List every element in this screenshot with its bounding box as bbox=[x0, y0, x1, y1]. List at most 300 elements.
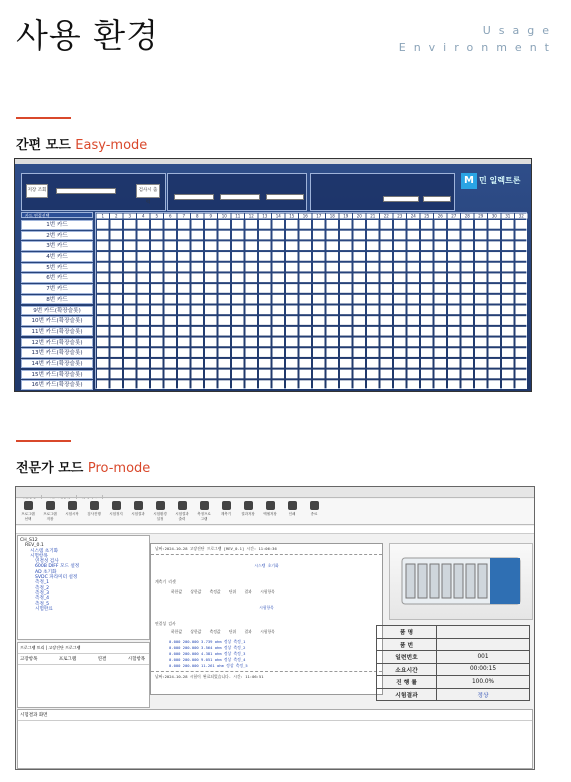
channel-cell[interactable] bbox=[421, 348, 433, 357]
channel-cell[interactable] bbox=[300, 338, 312, 347]
channel-cell[interactable] bbox=[367, 252, 379, 261]
channel-cell[interactable] bbox=[381, 263, 393, 272]
channel-cell[interactable] bbox=[300, 241, 312, 250]
channel-cell[interactable] bbox=[97, 220, 109, 229]
channel-cell[interactable] bbox=[219, 348, 231, 357]
channel-cell[interactable] bbox=[502, 284, 514, 293]
channel-cell[interactable] bbox=[124, 263, 136, 272]
channel-cell[interactable] bbox=[246, 273, 258, 282]
channel-cell[interactable] bbox=[448, 295, 460, 304]
channel-cell[interactable] bbox=[340, 370, 352, 379]
channel-cell[interactable] bbox=[502, 263, 514, 272]
channel-cell[interactable] bbox=[232, 359, 244, 368]
channel-cell[interactable] bbox=[246, 231, 258, 240]
channel-cell[interactable] bbox=[340, 220, 352, 229]
channel-cell[interactable] bbox=[448, 359, 460, 368]
channel-cell[interactable] bbox=[192, 252, 204, 261]
channel-cell[interactable] bbox=[394, 348, 406, 357]
channel-cell[interactable] bbox=[381, 380, 393, 389]
test-print-button[interactable]: 검사시 출력 bbox=[136, 184, 160, 198]
channel-cell[interactable] bbox=[421, 220, 433, 229]
channel-cell[interactable] bbox=[232, 348, 244, 357]
channel-cell[interactable] bbox=[151, 284, 163, 293]
channel-cell[interactable] bbox=[340, 359, 352, 368]
channel-cell[interactable] bbox=[448, 306, 460, 315]
channel-cell[interactable] bbox=[124, 284, 136, 293]
channel-cell[interactable] bbox=[259, 359, 271, 368]
channel-cell[interactable] bbox=[124, 316, 136, 325]
channel-cell[interactable] bbox=[286, 348, 298, 357]
channel-cell[interactable] bbox=[124, 359, 136, 368]
channel-cell[interactable] bbox=[219, 284, 231, 293]
channel-cell[interactable] bbox=[408, 359, 420, 368]
channel-cell[interactable] bbox=[246, 263, 258, 272]
channel-cell[interactable] bbox=[286, 231, 298, 240]
channel-cell[interactable] bbox=[232, 263, 244, 272]
channel-cell[interactable] bbox=[327, 380, 339, 389]
channel-cell[interactable] bbox=[421, 284, 433, 293]
channel-cell[interactable] bbox=[435, 295, 447, 304]
channel-cell[interactable] bbox=[97, 241, 109, 250]
channel-cell[interactable] bbox=[435, 359, 447, 368]
channel-cell[interactable] bbox=[205, 220, 217, 229]
channel-cell[interactable] bbox=[313, 338, 325, 347]
channel-cell[interactable] bbox=[340, 273, 352, 282]
card-button[interactable]: 11번 카드(확장슬롯) bbox=[21, 327, 93, 337]
channel-cell[interactable] bbox=[165, 338, 177, 347]
card-button[interactable]: 15번 카드(확장슬롯) bbox=[21, 370, 93, 380]
channel-cell[interactable] bbox=[313, 231, 325, 240]
channel-cell[interactable] bbox=[516, 252, 528, 261]
channel-cell[interactable] bbox=[219, 220, 231, 229]
channel-cell[interactable] bbox=[502, 380, 514, 389]
channel-cell[interactable] bbox=[408, 370, 420, 379]
channel-cell[interactable] bbox=[313, 370, 325, 379]
channel-cell[interactable] bbox=[165, 370, 177, 379]
channel-cell[interactable] bbox=[340, 338, 352, 347]
channel-cell[interactable] bbox=[138, 263, 150, 272]
card-button[interactable]: 12번 카드(확장슬롯) bbox=[21, 338, 93, 348]
channel-cell[interactable] bbox=[151, 348, 163, 357]
channel-cell[interactable] bbox=[138, 231, 150, 240]
channel-cell[interactable] bbox=[300, 295, 312, 304]
channel-cell[interactable] bbox=[313, 220, 325, 229]
channel-cell[interactable] bbox=[516, 241, 528, 250]
channel-cell[interactable] bbox=[300, 273, 312, 282]
tree-item[interactable]: 600B DIFF 모드 설정 bbox=[35, 564, 80, 570]
channel-cell[interactable] bbox=[165, 263, 177, 272]
channel-cell[interactable] bbox=[205, 327, 217, 336]
channel-cell[interactable] bbox=[435, 252, 447, 261]
channel-cell[interactable] bbox=[462, 263, 474, 272]
channel-cell[interactable] bbox=[165, 220, 177, 229]
channel-cell[interactable] bbox=[327, 284, 339, 293]
channel-cell[interactable] bbox=[273, 273, 285, 282]
card-button[interactable]: 16번 카드(확장슬롯) bbox=[21, 380, 93, 390]
channel-cell[interactable] bbox=[502, 370, 514, 379]
channel-cell[interactable] bbox=[246, 338, 258, 347]
channel-cell[interactable] bbox=[246, 380, 258, 389]
channel-cell[interactable] bbox=[151, 327, 163, 336]
channel-cell[interactable] bbox=[124, 348, 136, 357]
program-field[interactable] bbox=[56, 188, 116, 194]
channel-cell[interactable] bbox=[435, 231, 447, 240]
channel-cell[interactable] bbox=[516, 370, 528, 379]
channel-cell[interactable] bbox=[192, 295, 204, 304]
channel-cell[interactable] bbox=[327, 316, 339, 325]
channel-cell[interactable] bbox=[151, 241, 163, 250]
channel-cell[interactable] bbox=[273, 380, 285, 389]
channel-cell[interactable] bbox=[516, 359, 528, 368]
channel-cell[interactable] bbox=[421, 273, 433, 282]
time-field[interactable] bbox=[220, 194, 260, 200]
channel-cell[interactable] bbox=[232, 370, 244, 379]
channel-cell[interactable] bbox=[462, 220, 474, 229]
channel-cell[interactable] bbox=[286, 370, 298, 379]
channel-cell[interactable] bbox=[475, 327, 487, 336]
channel-cell[interactable] bbox=[286, 316, 298, 325]
channel-cell[interactable] bbox=[286, 306, 298, 315]
channel-cell[interactable] bbox=[327, 359, 339, 368]
channel-cell[interactable] bbox=[448, 338, 460, 347]
channel-cell[interactable] bbox=[192, 263, 204, 272]
channel-cell[interactable] bbox=[178, 316, 190, 325]
channel-cell[interactable] bbox=[178, 306, 190, 315]
channel-cell[interactable] bbox=[259, 284, 271, 293]
tree-item[interactable]: SVDC 파라미터 설정 bbox=[35, 575, 78, 581]
channel-cell[interactable] bbox=[327, 338, 339, 347]
channel-cell[interactable] bbox=[246, 359, 258, 368]
channel-cell[interactable] bbox=[259, 231, 271, 240]
toolbar-button[interactable] bbox=[262, 501, 278, 517]
channel-cell[interactable] bbox=[165, 327, 177, 336]
card-button[interactable]: 9번 카드(확장슬롯) bbox=[21, 306, 93, 316]
channel-cell[interactable] bbox=[448, 348, 460, 357]
channel-cell[interactable] bbox=[435, 273, 447, 282]
channel-cell[interactable] bbox=[124, 370, 136, 379]
channel-cell[interactable] bbox=[219, 241, 231, 250]
channel-cell[interactable] bbox=[273, 306, 285, 315]
channel-cell[interactable] bbox=[394, 327, 406, 336]
channel-cell[interactable] bbox=[421, 327, 433, 336]
channel-cell[interactable] bbox=[97, 370, 109, 379]
channel-cell[interactable] bbox=[205, 252, 217, 261]
channel-cell[interactable] bbox=[111, 273, 123, 282]
channel-cell[interactable] bbox=[246, 284, 258, 293]
channel-cell[interactable] bbox=[205, 231, 217, 240]
channel-cell[interactable] bbox=[192, 348, 204, 357]
tree-item[interactable]: AD 초기화 bbox=[35, 569, 57, 575]
channel-cell[interactable] bbox=[354, 295, 366, 304]
channel-cell[interactable] bbox=[246, 316, 258, 325]
channel-cell[interactable] bbox=[151, 359, 163, 368]
channel-cell[interactable] bbox=[435, 348, 447, 357]
channel-cell[interactable] bbox=[462, 338, 474, 347]
channel-cell[interactable] bbox=[97, 327, 109, 336]
channel-cell[interactable] bbox=[151, 338, 163, 347]
channel-cell[interactable] bbox=[232, 306, 244, 315]
channel-cell[interactable] bbox=[232, 273, 244, 282]
channel-cell[interactable] bbox=[367, 348, 379, 357]
channel-cell[interactable] bbox=[448, 273, 460, 282]
channel-cell[interactable] bbox=[97, 231, 109, 240]
channel-cell[interactable] bbox=[367, 231, 379, 240]
channel-cell[interactable] bbox=[408, 273, 420, 282]
channel-cell[interactable] bbox=[489, 348, 501, 357]
channel-cell[interactable] bbox=[273, 295, 285, 304]
channel-cell[interactable] bbox=[165, 316, 177, 325]
channel-cell[interactable] bbox=[421, 306, 433, 315]
tree-item[interactable]: REV_0.1 bbox=[25, 543, 44, 549]
channel-cell[interactable] bbox=[165, 306, 177, 315]
toolbar-button[interactable] bbox=[218, 501, 234, 517]
channel-cell[interactable] bbox=[502, 252, 514, 261]
channel-cell[interactable] bbox=[502, 359, 514, 368]
channel-cell[interactable] bbox=[462, 241, 474, 250]
channel-cell[interactable] bbox=[462, 370, 474, 379]
channel-cell[interactable] bbox=[394, 359, 406, 368]
channel-cell[interactable] bbox=[475, 273, 487, 282]
channel-cell[interactable] bbox=[394, 380, 406, 389]
channel-cell[interactable] bbox=[367, 263, 379, 272]
tree-item[interactable]: CH_S12 bbox=[20, 538, 38, 543]
channel-cell[interactable] bbox=[516, 348, 528, 357]
channel-cell[interactable] bbox=[327, 263, 339, 272]
toolbar-button[interactable] bbox=[86, 501, 102, 517]
channel-cell[interactable] bbox=[286, 327, 298, 336]
channel-cell[interactable] bbox=[489, 327, 501, 336]
channel-cell[interactable] bbox=[151, 220, 163, 229]
channel-cell[interactable] bbox=[435, 284, 447, 293]
channel-cell[interactable] bbox=[300, 316, 312, 325]
channel-cell[interactable] bbox=[516, 316, 528, 325]
channel-cell[interactable] bbox=[394, 263, 406, 272]
channel-cell[interactable] bbox=[232, 338, 244, 347]
channel-cell[interactable] bbox=[178, 348, 190, 357]
channel-cell[interactable] bbox=[97, 316, 109, 325]
channel-cell[interactable] bbox=[394, 295, 406, 304]
channel-cell[interactable] bbox=[448, 252, 460, 261]
channel-cell[interactable] bbox=[178, 338, 190, 347]
channel-cell[interactable] bbox=[273, 263, 285, 272]
channel-cell[interactable] bbox=[246, 327, 258, 336]
channel-cell[interactable] bbox=[273, 231, 285, 240]
channel-cell[interactable] bbox=[448, 284, 460, 293]
card-button[interactable]: 1번 카드 bbox=[21, 220, 93, 230]
channel-cell[interactable] bbox=[300, 370, 312, 379]
toolbar-button[interactable] bbox=[42, 501, 58, 522]
channel-cell[interactable] bbox=[435, 370, 447, 379]
channel-cell[interactable] bbox=[286, 252, 298, 261]
channel-cell[interactable] bbox=[421, 380, 433, 389]
channel-cell[interactable] bbox=[408, 231, 420, 240]
channel-cell[interactable] bbox=[340, 348, 352, 357]
toolbar-button[interactable] bbox=[20, 501, 36, 522]
channel-cell[interactable] bbox=[516, 295, 528, 304]
channel-cell[interactable] bbox=[111, 220, 123, 229]
channel-cell[interactable] bbox=[394, 316, 406, 325]
channel-cell[interactable] bbox=[300, 284, 312, 293]
channel-cell[interactable] bbox=[259, 241, 271, 250]
channel-cell[interactable] bbox=[165, 380, 177, 389]
channel-cell[interactable] bbox=[124, 327, 136, 336]
channel-cell[interactable] bbox=[219, 327, 231, 336]
channel-cell[interactable] bbox=[273, 241, 285, 250]
channel-cell[interactable] bbox=[502, 220, 514, 229]
channel-cell[interactable] bbox=[151, 263, 163, 272]
channel-cell[interactable] bbox=[394, 284, 406, 293]
channel-cell[interactable] bbox=[327, 327, 339, 336]
channel-cell[interactable] bbox=[111, 370, 123, 379]
channel-cell[interactable] bbox=[408, 306, 420, 315]
channel-cell[interactable] bbox=[435, 380, 447, 389]
channel-cell[interactable] bbox=[97, 284, 109, 293]
toolbar-button[interactable] bbox=[108, 501, 124, 517]
channel-cell[interactable] bbox=[192, 359, 204, 368]
channel-cell[interactable] bbox=[516, 220, 528, 229]
voltage-field[interactable] bbox=[174, 194, 214, 200]
channel-cell[interactable] bbox=[502, 231, 514, 240]
channel-cell[interactable] bbox=[138, 252, 150, 261]
channel-cell[interactable] bbox=[448, 380, 460, 389]
channel-cell[interactable] bbox=[327, 252, 339, 261]
channel-cell[interactable] bbox=[462, 316, 474, 325]
channel-cell[interactable] bbox=[300, 231, 312, 240]
channel-cell[interactable] bbox=[381, 252, 393, 261]
channel-cell[interactable] bbox=[205, 241, 217, 250]
channel-cell[interactable] bbox=[327, 273, 339, 282]
channel-cell[interactable] bbox=[232, 316, 244, 325]
channel-cell[interactable] bbox=[246, 306, 258, 315]
channel-cell[interactable] bbox=[502, 327, 514, 336]
channel-cell[interactable] bbox=[502, 306, 514, 315]
channel-cell[interactable] bbox=[138, 284, 150, 293]
channel-cell[interactable] bbox=[367, 220, 379, 229]
channel-cell[interactable] bbox=[313, 306, 325, 315]
count-field[interactable] bbox=[266, 194, 304, 200]
channel-cell[interactable] bbox=[327, 306, 339, 315]
channel-cell[interactable] bbox=[448, 327, 460, 336]
channel-cell[interactable] bbox=[435, 306, 447, 315]
channel-cell[interactable] bbox=[489, 273, 501, 282]
channel-cell[interactable] bbox=[124, 338, 136, 347]
channel-cell[interactable] bbox=[205, 370, 217, 379]
channel-cell[interactable] bbox=[151, 252, 163, 261]
channel-cell[interactable] bbox=[259, 295, 271, 304]
channel-cell[interactable] bbox=[435, 220, 447, 229]
channel-cell[interactable] bbox=[259, 273, 271, 282]
channel-cell[interactable] bbox=[394, 273, 406, 282]
channel-cell[interactable] bbox=[421, 359, 433, 368]
channel-cell[interactable] bbox=[246, 295, 258, 304]
channel-cell[interactable] bbox=[381, 273, 393, 282]
channel-cell[interactable] bbox=[286, 241, 298, 250]
channel-cell[interactable] bbox=[219, 252, 231, 261]
channel-cell[interactable] bbox=[138, 316, 150, 325]
channel-cell[interactable] bbox=[435, 316, 447, 325]
card-button[interactable]: 6번 카드 bbox=[21, 273, 93, 283]
channel-cell[interactable] bbox=[192, 380, 204, 389]
channel-cell[interactable] bbox=[165, 231, 177, 240]
channel-cell[interactable] bbox=[219, 380, 231, 389]
channel-cell[interactable] bbox=[178, 359, 190, 368]
channel-cell[interactable] bbox=[205, 338, 217, 347]
channel-cell[interactable] bbox=[313, 273, 325, 282]
channel-cell[interactable] bbox=[435, 241, 447, 250]
toolbar-button[interactable] bbox=[196, 501, 212, 522]
channel-cell[interactable] bbox=[138, 380, 150, 389]
channel-cell[interactable] bbox=[111, 359, 123, 368]
channel-cell[interactable] bbox=[462, 306, 474, 315]
channel-cell[interactable] bbox=[219, 306, 231, 315]
channel-cell[interactable] bbox=[394, 241, 406, 250]
open-button[interactable]: 저장 조회 bbox=[26, 184, 48, 198]
channel-cell[interactable] bbox=[232, 380, 244, 389]
channel-cell[interactable] bbox=[475, 284, 487, 293]
channel-cell[interactable] bbox=[327, 241, 339, 250]
tree-item[interactable]: 연결성 검사 bbox=[35, 559, 59, 565]
tree-item[interactable]: 시험항목 bbox=[30, 553, 48, 559]
channel-cell[interactable] bbox=[394, 338, 406, 347]
channel-cell[interactable] bbox=[138, 241, 150, 250]
channel-cell[interactable] bbox=[394, 252, 406, 261]
channel-cell[interactable] bbox=[421, 263, 433, 272]
card-button[interactable]: 14번 카드(확장슬롯) bbox=[21, 359, 93, 369]
channel-cell[interactable] bbox=[111, 252, 123, 261]
channel-cell[interactable] bbox=[219, 263, 231, 272]
channel-cell[interactable] bbox=[448, 220, 460, 229]
channel-cell[interactable] bbox=[111, 380, 123, 389]
channel-cell[interactable] bbox=[192, 338, 204, 347]
channel-cell[interactable] bbox=[97, 263, 109, 272]
channel-cell[interactable] bbox=[286, 359, 298, 368]
channel-cell[interactable] bbox=[286, 295, 298, 304]
channel-cell[interactable] bbox=[165, 241, 177, 250]
channel-cell[interactable] bbox=[192, 241, 204, 250]
channel-cell[interactable] bbox=[448, 316, 460, 325]
channel-cell[interactable] bbox=[205, 273, 217, 282]
channel-cell[interactable] bbox=[489, 338, 501, 347]
card-button[interactable]: 7번 카드 bbox=[21, 284, 93, 294]
channel-cell[interactable] bbox=[111, 284, 123, 293]
channel-cell[interactable] bbox=[273, 252, 285, 261]
channel-cell[interactable] bbox=[178, 231, 190, 240]
tree-item[interactable]: 측정_2 bbox=[35, 585, 50, 591]
channel-cell[interactable] bbox=[327, 370, 339, 379]
channel-cell[interactable] bbox=[462, 295, 474, 304]
channel-cell[interactable] bbox=[192, 370, 204, 379]
channel-cell[interactable] bbox=[313, 348, 325, 357]
channel-cell[interactable] bbox=[124, 231, 136, 240]
card-button[interactable]: 2번 카드 bbox=[21, 231, 93, 241]
channel-cell[interactable] bbox=[219, 316, 231, 325]
channel-cell[interactable] bbox=[313, 327, 325, 336]
channel-cell[interactable] bbox=[381, 338, 393, 347]
channel-cell[interactable] bbox=[286, 284, 298, 293]
channel-cell[interactable] bbox=[205, 359, 217, 368]
channel-cell[interactable] bbox=[286, 263, 298, 272]
channel-cell[interactable] bbox=[354, 359, 366, 368]
channel-cell[interactable] bbox=[246, 220, 258, 229]
channel-cell[interactable] bbox=[192, 327, 204, 336]
channel-cell[interactable] bbox=[421, 231, 433, 240]
channel-cell[interactable] bbox=[502, 338, 514, 347]
channel-cell[interactable] bbox=[273, 284, 285, 293]
channel-cell[interactable] bbox=[138, 273, 150, 282]
channel-cell[interactable] bbox=[273, 359, 285, 368]
channel-cell[interactable] bbox=[489, 252, 501, 261]
channel-cell[interactable] bbox=[367, 370, 379, 379]
